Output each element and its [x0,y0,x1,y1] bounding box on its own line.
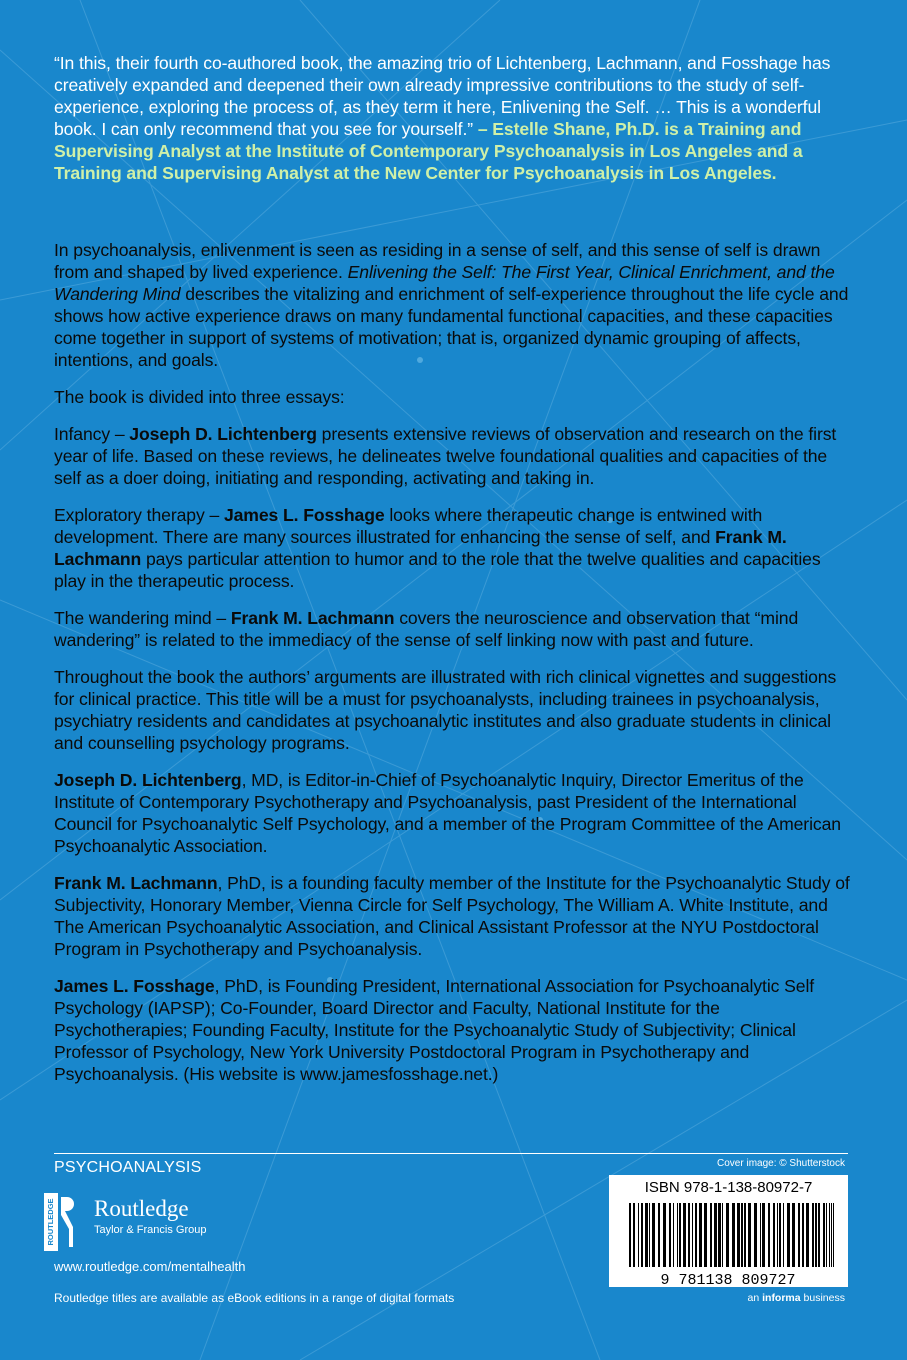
quote-text: “In this, their fourth co-authored book, the amazing trio of Lichtenberg, Lachmann, and Fosshage has creatively expanded and deepened their own already impressive contributions to the study of self-experience, exploring the process of, as they term it here, Enlivening the Self. … This is a wonderful book. I can only recommend that you see for yourself.” [54,53,831,139]
barcode-bar [679,1203,681,1267]
barcode-bar [688,1203,690,1267]
routledge-logo [44,1193,244,1253]
essay-text: presents extensive reviews of observation and research on the first year of life. Based on these reviews, he delineates twelve foundational qualities and capacities of the self as a doer doing, initiating and responding, activating and taking in. [54,424,837,488]
book-title: Enlivening the Self: The First Year, Clinical Enrichment, and the Wandering Mind [54,262,835,304]
bio-lichtenberg [54,769,854,857]
barcode-bar [815,1203,817,1267]
quote-attribution: – Estelle Shane, Ph.D. is a Training and Supervising Analyst at the Institute of Contemporary Psychoanalysis in Los Angeles and a Training and Supervising Analyst at the New Center for Psychoanalysis in Los Angeles. [54,119,803,183]
barcode-bar [779,1203,781,1267]
barcode-bar [629,1203,631,1267]
barcode-bar [641,1203,643,1267]
barcode-bar [754,1203,757,1267]
barcode-bar [726,1203,729,1267]
essay-mind [54,607,854,651]
barcode-bar [714,1203,717,1267]
barcode-bar [633,1203,635,1267]
barcode-bar [663,1203,666,1267]
barcode-bar [741,1203,743,1267]
description [54,239,854,1100]
throughout-paragraph: Throughout the book the authors’ arguments are illustrated with rich clinical vignettes and suggestions for clinical practice. This title will be a must for psychoanalysts, including trainees in psychoanalysis, psychiatry residents and candidates at psychoanalytic institutes and also graduate students in clinical and counselling psychology programs. [54,667,837,753]
essay-text: looks where therapeutic change is entwined with development. There are many sources illustrated for enhancing the sense of self, and [54,505,763,547]
ebook-note: Routledge titles are available as eBook editions in a range of digital formats [54,1291,455,1305]
barcode-bar [649,1203,650,1267]
intro-text-1: In psychoanalysis, enlivenment is seen as residing in a sense of self, and this sense of self is drawn from and shaped by lived experience. [54,240,821,282]
barcode-bar [826,1203,827,1267]
barcode-bar [748,1203,751,1267]
intro-paragraph [54,239,854,371]
barcode-bar [777,1203,778,1267]
essay-text: pays particular attention to humor and to the role that the twelve qualities and capacities play in the therapeutic process. [54,549,821,591]
barcode-bar [683,1203,686,1267]
barcode-bar [760,1203,761,1267]
author-name: Frank M. Lachmann [54,527,787,569]
bio-fosshage [54,975,854,1085]
subject-category: PSYCHOANALYSIS [54,1159,202,1176]
barcode-bar [773,1203,775,1267]
barcode-bar [673,1203,674,1267]
barcode-bar [798,1203,800,1267]
division-paragraph: The book is divided into three essays: [54,387,345,407]
barcode-bar [768,1203,770,1267]
author-name: James L. Fosshage [223,505,385,525]
informa-suffix: business [803,1292,845,1304]
informa-prefix: an [747,1292,760,1304]
barcode-bar [823,1203,825,1267]
barcode-bar [722,1203,723,1267]
bio-text: , PhD, is Founding President, International Association for Psychoanalytic Self Psychology (IAPSP); Co-Founder, Board Director and Faculty, National Institute for the Psychotherapies; Founding Faculty, Institute for the Psychoanalytic Study of Subjectivity; Clinical Professor of Psychology, New York University Postdoctoral Program in Psychotherapy and Psychoanalysis. (His website is www.jamesfosshage.net.) [54,976,815,1084]
barcode-digits: 9 781138 809727 [660,1272,796,1287]
barcode-bar [695,1203,697,1267]
essay-lead: Infancy – [54,424,125,444]
essay-infancy [54,423,854,489]
barcode-bar [831,1203,832,1267]
barcode-bar [645,1203,648,1267]
essay-lead: Exploratory therapy – [54,505,220,525]
informa-brand: informa [762,1292,801,1304]
footer-divider [54,1153,848,1154]
essay-text: covers the neuroscience and observation that “mind wandering” is related to the immediacy of the sense of self linking now with past and future. [54,608,799,650]
essay-lead: The wandering mind – [54,608,227,628]
bio-text: , PhD, is a founding faculty member of the Institute for the Psychoanalytic Study of Subjectivity, Honorary Member, Vienna Circle for Self Psychology, The William A. White Institute, and The American Psychoanalytic Association, and Clinical Assistant Professor at the NYU Postdoctoral Program in Psychotherapy and Psychoanalysis. [54,873,850,959]
barcode-bar [692,1203,693,1267]
informa-tagline [748,1292,846,1304]
publisher-name: Routledge [94,1196,189,1221]
barcode-bar [677,1203,678,1267]
barcode-bar [699,1203,702,1267]
endorsement-quote [54,52,854,184]
barcode-bar [833,1203,834,1267]
barcode-bar [704,1203,707,1267]
bio-name: Joseph D. Lichtenberg [54,770,242,790]
barcode-bar [638,1203,639,1267]
barcode-bar [718,1203,721,1267]
barcode-bar [710,1203,712,1267]
barcode-bar [812,1203,814,1267]
logo-vertical-text: ROUTLEDGE [45,1198,55,1246]
author-name: Frank M. Lachmann [230,608,395,628]
bio-text: , MD, is Editor-in-Chief of Psychoanalytic Inquiry, Director Emeritus of the Institute of Contemporary Psychotherapy and Psychoanalysis, past President of the International Council for Psychoanalytic Self Psychology, and a member of the Program Committee of the American Psychoanalytic Association. [54,770,841,856]
barcode-bar [802,1203,804,1267]
author-name: Joseph D. Lichtenberg [129,424,317,444]
barcode-bar [787,1203,790,1267]
intro-text-2: describes the vitalizing and enrichment of self-experience throughout the life cycle and shows how active experience draws on many fundamental functional capacities, and these capacities come together in support of systems of motivation; that is, organized dynamic grouping of affects, intentions, and goals. [54,284,849,370]
bio-lachmann [54,872,854,960]
barcode-bar [737,1203,740,1267]
publisher-website[interactable]: www.routledge.com/mentalhealth [54,1259,246,1274]
isbn-label: ISBN 978-1-138-80972-7 [644,1179,813,1196]
barcode-bar [806,1203,809,1267]
routledge-logo-icon [44,1193,76,1251]
bio-name: James L. Fosshage [54,976,215,996]
publisher-group: Taylor & Francis Group [94,1224,207,1236]
barcode-bar [652,1203,655,1267]
barcode-bars [615,1201,842,1287]
barcode-bar [658,1203,660,1267]
barcode-bar [818,1203,820,1267]
barcode-bar [744,1203,746,1267]
barcode-bar [669,1203,671,1267]
barcode [609,1175,848,1287]
bio-name: Frank M. Lachmann [54,873,218,893]
barcode-bar [762,1203,765,1267]
barcode-bar [732,1203,735,1267]
cover-credit: Cover image: © Shutterstock [717,1158,845,1169]
barcode-bar [792,1203,795,1267]
essay-therapy [54,504,854,592]
barcode-bar [783,1203,784,1267]
barcode-bar [829,1203,830,1267]
